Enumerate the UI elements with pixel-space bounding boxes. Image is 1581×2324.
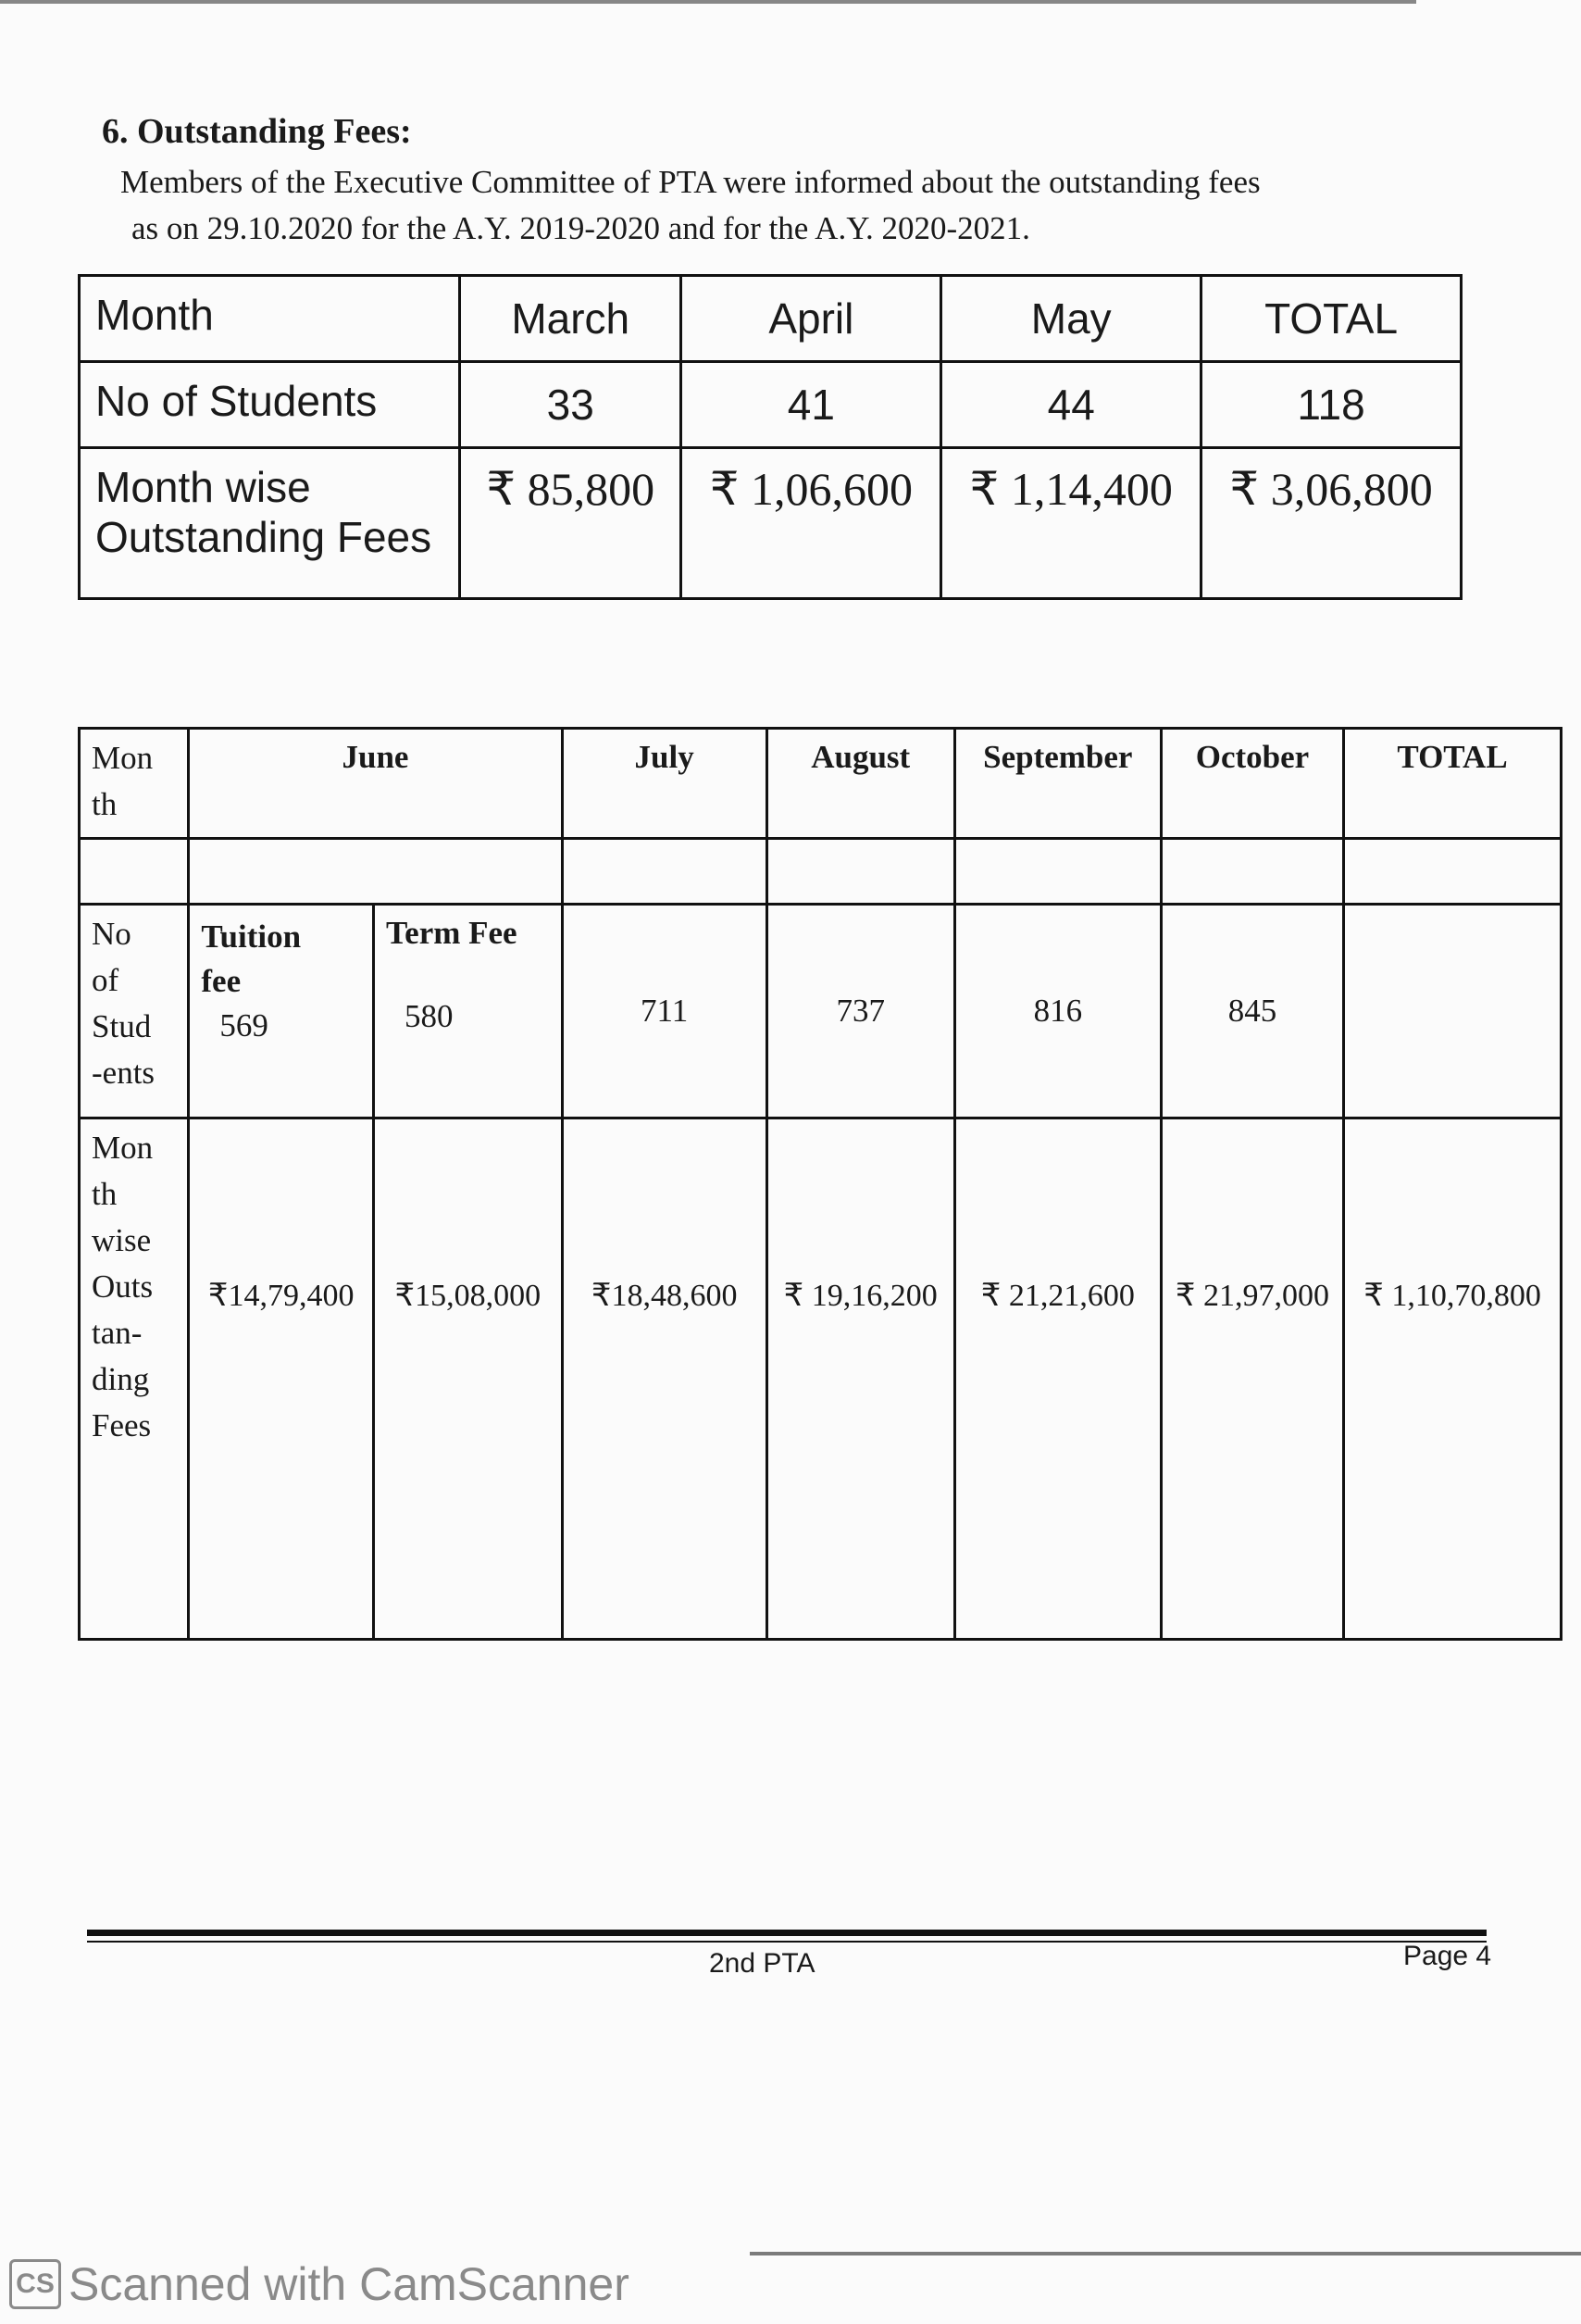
fee-cell: ₹ 1,06,600 xyxy=(681,448,941,599)
section-heading: 6. Outstanding Fees: xyxy=(102,112,412,151)
students-cell: 41 xyxy=(681,362,941,448)
outstanding-fees-table-2020-2021 xyxy=(78,727,1562,1641)
month-cell: May xyxy=(941,276,1201,362)
students-total-cell xyxy=(1344,905,1562,1118)
row-label-month: Month xyxy=(80,276,460,362)
total-header-cell: TOTAL xyxy=(1344,729,1562,839)
empty-cell xyxy=(562,839,766,905)
students-cell: 845 xyxy=(1161,905,1343,1118)
page-number: Page 4 xyxy=(1403,1941,1492,1971)
empty-cell xyxy=(766,839,954,905)
row-label-month: Mon th xyxy=(80,729,189,839)
table-row xyxy=(80,362,1462,448)
footer-rule-thin xyxy=(87,1941,1487,1943)
empty-cell xyxy=(1344,839,1562,905)
empty-cell xyxy=(1161,839,1343,905)
paragraph-line-2: as on 29.10.2020 for the A.Y. 2019-2020 and for the A.Y. 2020-2021. xyxy=(131,210,1030,246)
table-row xyxy=(80,905,1562,1118)
row-label-students: No of Stud -ents xyxy=(80,905,189,1118)
row-label-students: No of Students xyxy=(80,362,460,448)
students-total-cell: 118 xyxy=(1201,362,1462,448)
camscanner-watermark xyxy=(9,2257,629,2311)
footer-rule xyxy=(87,1930,1487,1936)
empty-cell xyxy=(954,839,1161,905)
month-cell: October xyxy=(1161,729,1343,839)
footer-title: 2nd PTA xyxy=(709,1948,815,1979)
fee-total-cell: ₹ 3,06,800 xyxy=(1201,448,1462,599)
section-paragraph xyxy=(120,159,1435,252)
students-cell: 711 xyxy=(562,905,766,1118)
empty-cell xyxy=(80,839,189,905)
month-cell: September xyxy=(954,729,1161,839)
fee-cell: ₹18,48,600 xyxy=(562,1118,766,1640)
outstanding-fees-table-2019-2020 xyxy=(78,274,1463,600)
camscanner-logo-icon: CS xyxy=(9,2259,61,2309)
page-edge-line xyxy=(750,2252,1581,2255)
month-cell: August xyxy=(766,729,954,839)
fee-cell: ₹ 21,97,000 xyxy=(1161,1118,1343,1640)
fee-total-cell: ₹ 1,10,70,800 xyxy=(1344,1118,1562,1640)
month-cell: April xyxy=(681,276,941,362)
row-label-outstanding-fees: Month wise Outstanding Fees xyxy=(80,448,460,599)
students-cell: 737 xyxy=(766,905,954,1118)
fee-cell: ₹14,79,400 xyxy=(189,1118,374,1640)
month-cell: July xyxy=(562,729,766,839)
top-edge-line xyxy=(0,0,1416,4)
fee-cell: ₹ 21,21,600 xyxy=(954,1118,1161,1640)
empty-cell xyxy=(189,839,562,905)
fee-cell: ₹15,08,000 xyxy=(374,1118,563,1640)
table-row-empty xyxy=(80,839,1562,905)
month-cell: March xyxy=(460,276,681,362)
students-cell: 816 xyxy=(954,905,1161,1118)
students-cell: 44 xyxy=(941,362,1201,448)
table-row xyxy=(80,448,1462,599)
fee-cell: ₹ 1,14,400 xyxy=(941,448,1201,599)
table-row xyxy=(80,276,1462,362)
total-header-cell: TOTAL xyxy=(1201,276,1462,362)
watermark-text: Scanned with CamScanner xyxy=(68,2258,629,2310)
month-cell-june: June xyxy=(189,729,562,839)
table-row xyxy=(80,1118,1562,1640)
paragraph-line-1: Members of the Executive Committee of PTA were informed about the outstanding fees xyxy=(120,164,1261,200)
tuition-fee-cell: Tuition fee 569 xyxy=(189,905,374,1118)
fee-cell: ₹ 19,16,200 xyxy=(766,1118,954,1640)
term-fee-cell: Term Fee 580 xyxy=(374,905,563,1118)
fee-cell: ₹ 85,800 xyxy=(460,448,681,599)
row-label-outstanding-fees: Mon th wise Outs tan- ding Fees xyxy=(80,1118,189,1640)
table-row xyxy=(80,729,1562,839)
students-cell: 33 xyxy=(460,362,681,448)
